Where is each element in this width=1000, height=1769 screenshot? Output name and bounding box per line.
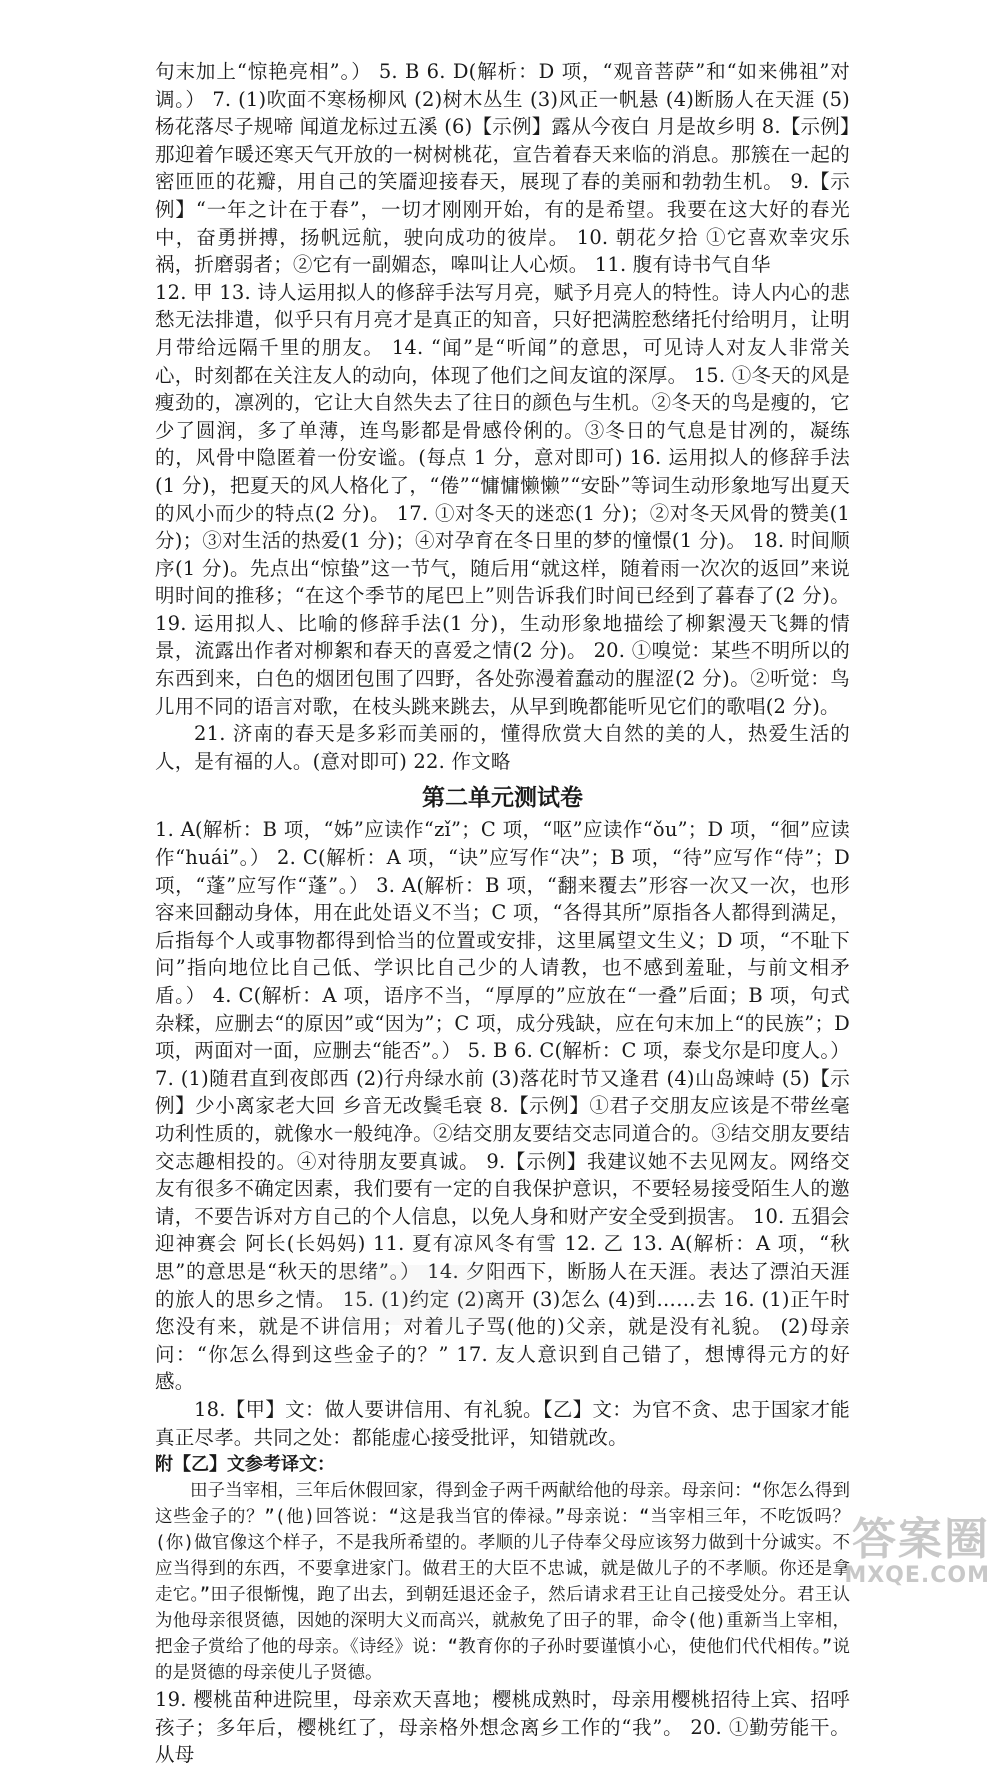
faint-stamp-mark — [340, 1265, 510, 1325]
translation-heading: 附【乙】文参考译文： — [155, 1454, 335, 1476]
section-title: 第二单元测试卷 — [422, 785, 583, 812]
answer-paragraph: 21. 济南的春天是多彩而美丽的，懂得欣赏大自然的美的人，热爱生活的人，是有福的人。(意对即可) 22. 作文略 — [155, 722, 850, 773]
answer-paragraph: 句末加上“惊艳亮相”。） 5. B 6. D(解析：D 项，“观音菩萨”和“如来佛祖”对调。） 7. (1)吹面不寒杨柳风 (2)树木丛生 (3)风正一帆悬 (4)断肠人在天涯 (5)杨花落尽子规啼 闻道龙标过五溪 (6)【示例】露从今夜白 月是故乡明 8.【示例】那迎着乍暖还寒天气开放的一树树桃花，宣告着春天来临的消息。那簇在一起的密匝匝的花瓣，用自己的笑靥迎接春天，展现了春的美丽和勃勃生机。 9.【示例】“一年之计在于春”，一切才刚刚开始，有的是希望。我要在这大好的春光中，奋勇拼搏，扬帆远航，驶向成功的彼岸。 10. 朝花夕拾 ①它喜欢幸灾乐祸，折磨弱者；②它有一副媚态，嗥叫让人心烦。 11. 腹有诗书气自华 — [155, 60, 850, 277]
watermark-logo: 答案圈 — [852, 1514, 990, 1565]
answer-paragraph: 12. 甲 13. 诗人运用拟人的修辞手法写月亮，赋予月亮人的特性。诗人内心的悲愁无法排遣，似乎只有月亮才是真正的知音，只好把满腔愁绪托付给明月，让明月带给远隔千里的朋友。 14. “闻”是“听闻”的意思，可见诗人对友人非常关心，时刻都在关注友人的动向，体现了他们之间友谊的深厚。 15. ①冬天的风是瘦劲的，凛冽的，它让大自然失去了往日的颜色与生机。②冬天的鸟是瘦的，它少了圆润，多了单薄，连鸟影都是骨感伶俐的。③冬日的气息是甘冽的，凝练的，风骨中隐匿着一份安谧。(每点 1 分，意对即可) 16. 运用拟人的修辞手法(1 分)，把夏天的风人格化了，“倦”“慵慵懒懒”“安卧”等词生动形象地写出夏天的风小而少的特点(2 分)。 17. ①对冬天的迷恋(1 分)；②对冬天风骨的赞美(1 分)；③对生活的热爱(1 分)；④对孕育在冬日里的梦的憧憬(1 分)。 18. 时间顺序(1 分)。先点出“惊蛰”这一节气，随后用“就这样，随着雨一次次的返回”来说明时间的推移；“在这个季节的尾巴上”则告诉我们时间已经到了暮春了(2 分)。 19. 运用拟人、比喻的修辞手法(1 分)，生动形象地描绘了柳絮漫天飞舞的情景，流露出作者对柳絮和春天的喜爱之情(2 分)。 20. ①嗅觉：某些不明所以的东西到来，白色的烟团包围了四野，各处弥漫着蠢动的腥涩(2 分)。②听觉：鸟儿用不同的语言对歌，在枝头跳来跳去，从早到晚都能听见它们的歌唱(2 分)。 — [155, 280, 850, 718]
answer-paragraph: 18.【甲】文：做人要讲信用、有礼貌。【乙】文：为官不贪、忠于国家才能真正尽孝。共同之处：都能虚心接受批评，知错就改。 — [155, 1397, 850, 1449]
answer-paragraph: 19. 樱桃苗种进院里，母亲欢天喜地；樱桃成熟时，母亲用樱桃招待上宾、招呼孩子；多年后，樱桃红了，母亲格外想念离乡工作的“我”。 20. ①勤劳能干。从母 — [155, 1688, 850, 1767]
watermark-url: MXQE.COM — [844, 1563, 990, 1588]
watermark — [844, 1514, 990, 1588]
answer-paragraph: 1. A(解析：B 项，“姊”应读作“zǐ”；C 项，“呕”应读作“ǒu”；D 项，“徊”应读作“huái”。） 2. C(解析：A 项，“诀”应写作“决”；B 项，“待”应写作“侍”；D 项，“蓬”应写作“蓬”。） 3. A(解析：B 项，“翻来覆去”形容一次又一次，也形容来回翻动身体，用在此处语义不当；C 项，“各得其所”原指各人都得到满足，后指每个人或事物都得到恰当的位置或安排，这里属望文生义；D 项，“不耻下问”指向地位比自己低、学识比自己少的人请教，也不感到羞耻，与前文相矛盾。） 4. C(解析：A 项，语序不当，“厚厚的”应放在“一叠”后面；B 项，句式杂糅，应删去“的原因”或“因为”；C 项，成分残缺，应在句末加上“的民族”；D 项，两面对一面，应删去“能否”。） 5. B 6. C(解析：C 项，泰戈尔是印度人。） 7. (1)随君直到夜郎西 (2)行舟绿水前 (3)落花时节又逢君 (4)山岛竦峙 (5)【示例】少小离家老大回 乡音无改鬓毛衰 8.【示例】①君子交朋友应该是不带丝毫功利性质的，就像水一般纯净。②结交朋友要结交志同道合的。③结交朋友要结交志趣相投的。④对待朋友要真诚。 9.【示例】我建议她不去见网友。网络交友有很多不确定因素，我们要有一定的自我保护意识，不要轻易接受陌生人的邀请，不要告诉对方自己的个人信息，以免人身和财产安全受到损害。 10. 五猖会 迎神赛会 阿长(长妈妈) 11. 夏有凉风冬有雪 12. 乙 13. A(解析：A 项，“秋思”的意思是“秋天的思绪”。） 14. 夕阳西下，断肠人在天涯。表达了漂泊天涯的旅人的思乡之情。 15. (1)约定 (2)离开 (3)怎么 (4)到……去 16. (1)正午时您没有来，就是不讲信用；对着儿子骂(他的)父亲，就是没有礼貌。 (2)母亲问：“你怎么得到这些金子的？” 17. 友人意识到自己错了，想博得元方的好感。 — [155, 818, 850, 1394]
translation-paragraph: 田子当宰相，三年后休假回家，得到金子两千两献给他的母亲。母亲问：“你怎么得到这些金子的？”(他)回答说：“这是我当官的俸禄。”母亲说：“当宰相三年，不吃饭吗？(你)做官像这个样子，不是我所希望的。孝顺的儿子侍奉父母应该努力做到十分诚实。不应当得到的东西，不要拿进家门。做君王的大臣不忠诚，就是做儿子的不孝顺。你还是拿走它。”田子很惭愧，跑了出去，到朝廷退还金子，然后请求君王让自己接受处分。君王认为他母亲很贤德，因她的深明大义而高兴，就赦免了田子的罪，命令(他)重新当上宰相，把金子赏给了他的母亲。《诗经》说：“教育你的子孙时要谨慎小心，使他们代代相传。”说的是贤德的母亲使儿子贤德。 — [155, 1481, 850, 1684]
